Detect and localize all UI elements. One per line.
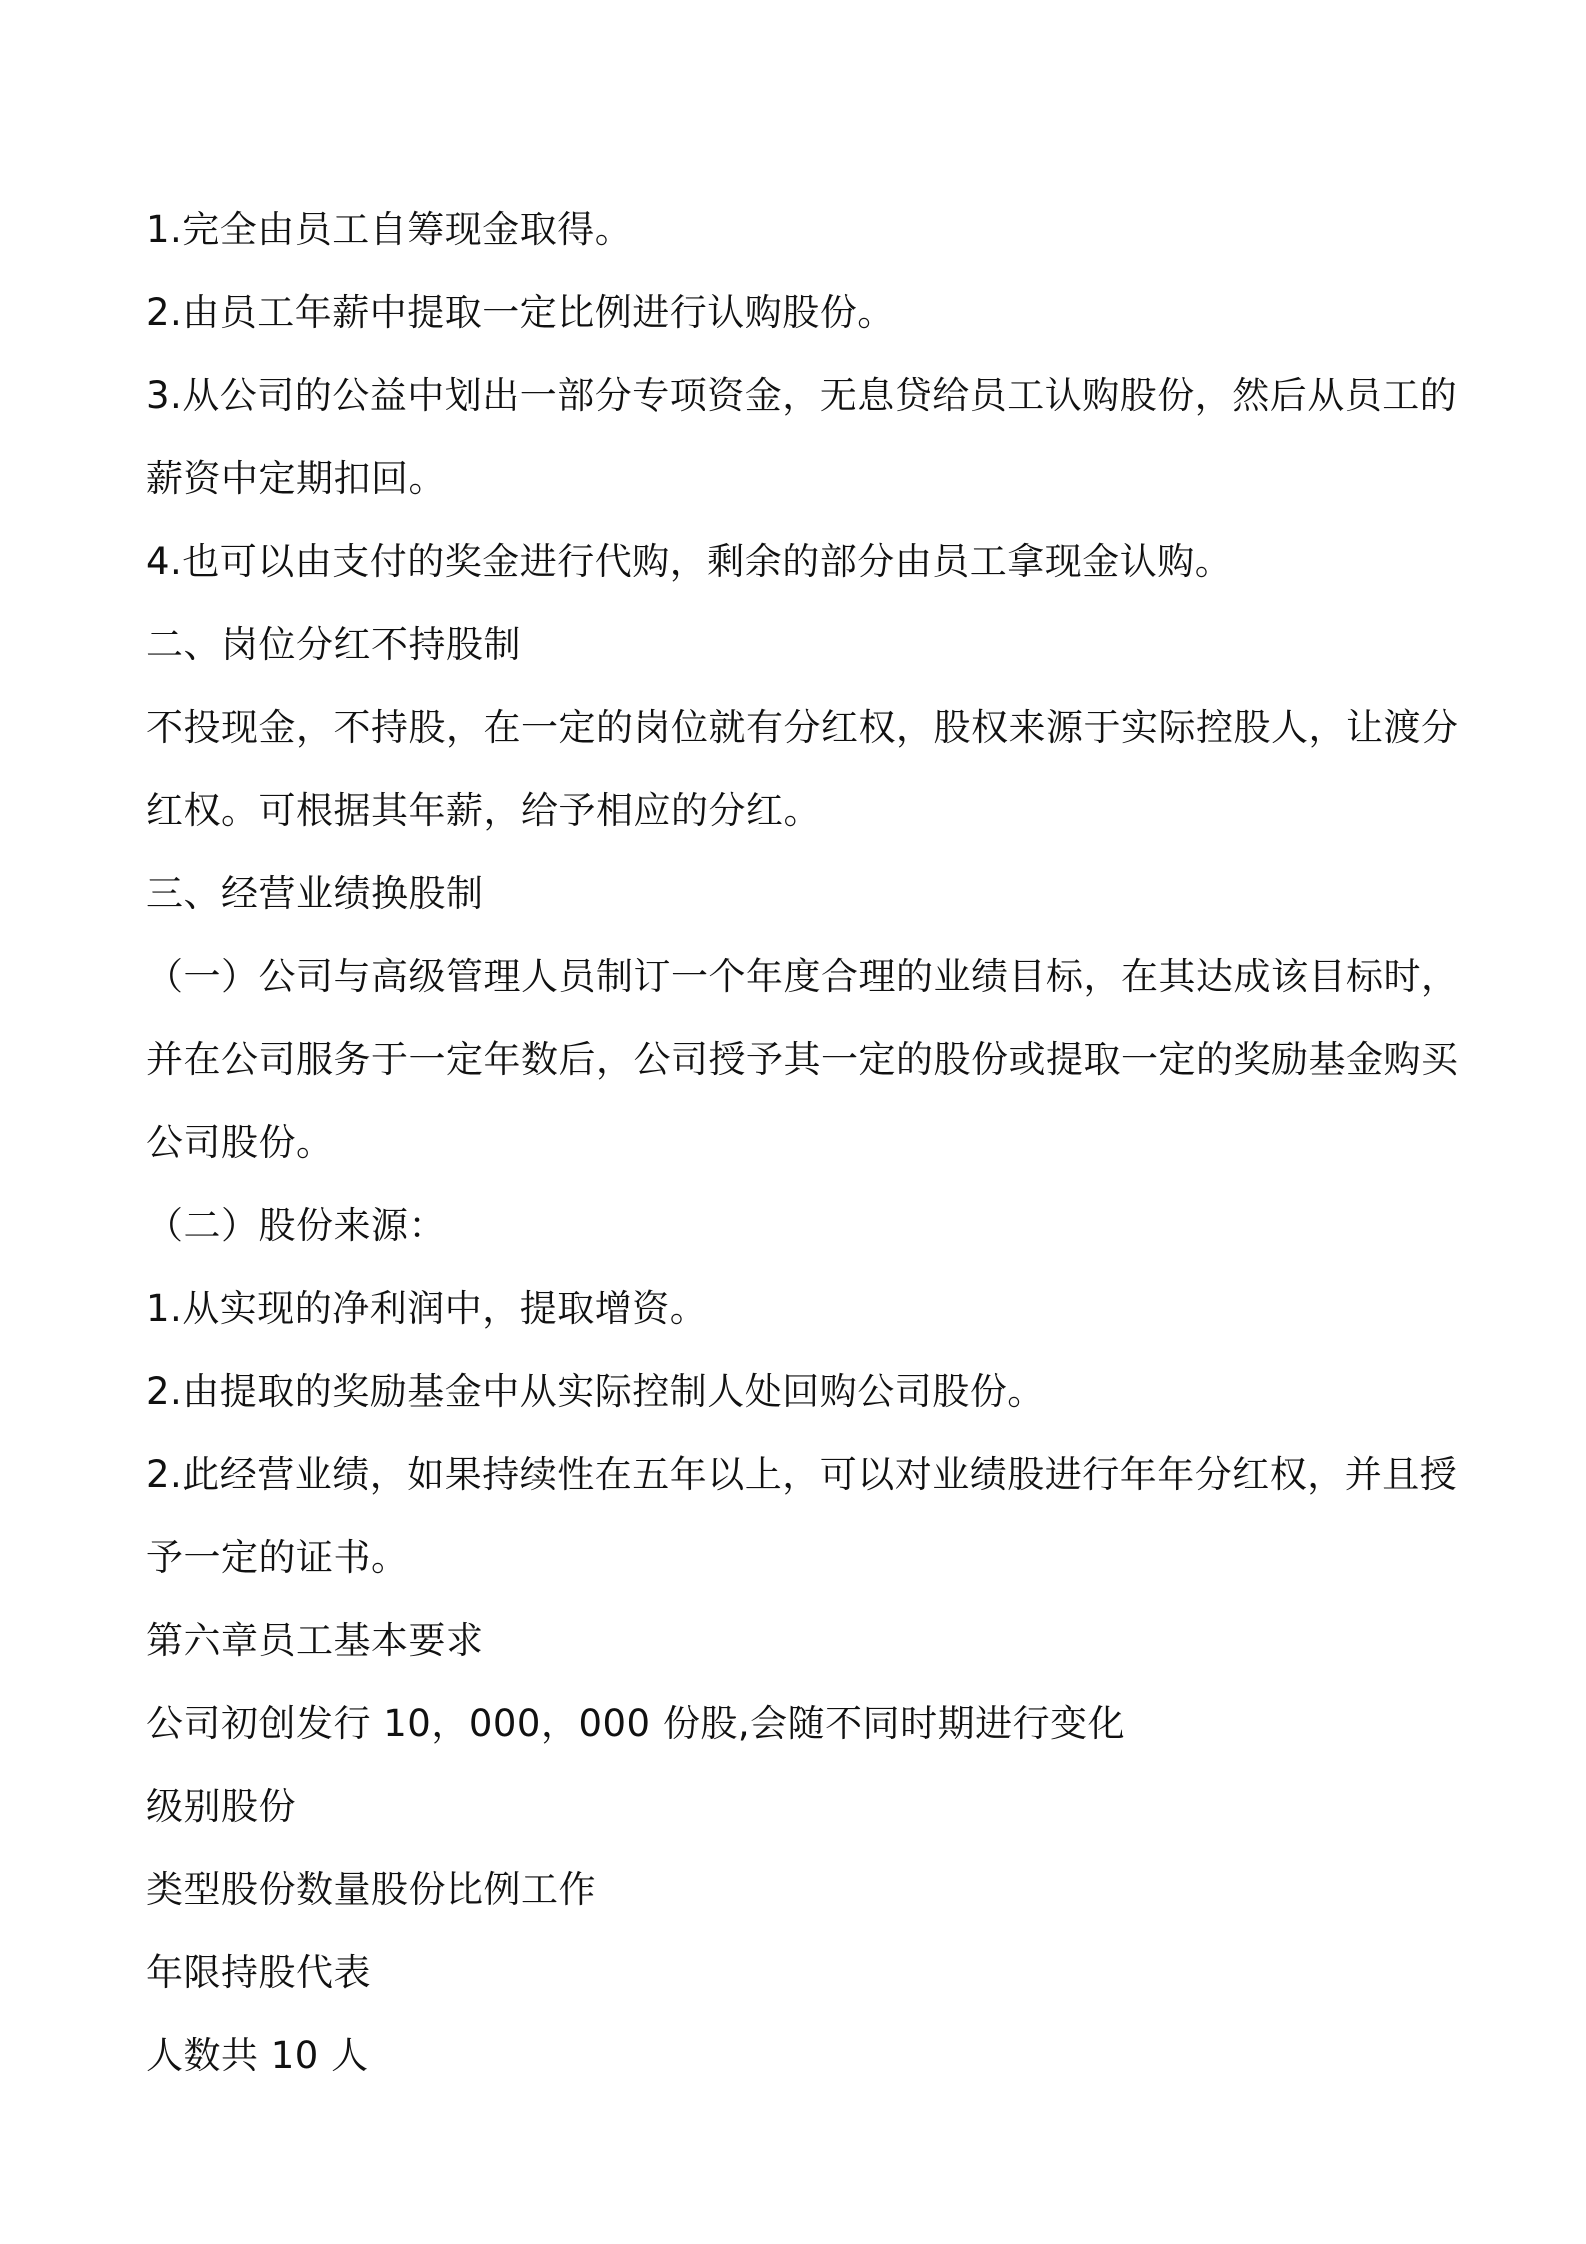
text-line: 并在公司服务于一定年数后，公司授予其一定的股份或提取一定的奖励基金购买 bbox=[146, 1038, 1459, 1081]
text-line: 不投现金，不持股，在一定的岗位就有分红权，股权来源于实际控股人，让渡分 bbox=[146, 706, 1459, 749]
section-heading: 三、经营业绩换股制 bbox=[146, 872, 484, 915]
text-line: 予一定的证书。 bbox=[146, 1536, 409, 1579]
chapter-heading: 第六章员工基本要求 bbox=[146, 1619, 484, 1662]
text-line: 2.由员工年薪中提取一定比例进行认购股份。 bbox=[146, 291, 895, 334]
text-line: 2.此经营业绩，如果持续性在五年以上，可以对业绩股进行年年分红权，并且授 bbox=[146, 1453, 1458, 1496]
text-line: 公司股份。 bbox=[146, 1121, 334, 1164]
text-line: 公司初创发行 10，000，000 份股,会随不同时期进行变化 bbox=[146, 1702, 1126, 1745]
text-line: 1.从实现的净利润中，提取增资。 bbox=[146, 1287, 708, 1330]
text-line: 3.从公司的公益中划出一部分专项资金，无息贷给员工认购股份，然后从员工的 bbox=[146, 374, 1458, 417]
text-line: （一）公司与高级管理人员制订一个年度合理的业绩目标，在其达成该目标时， bbox=[146, 955, 1459, 998]
text-line: 1.完全由员工自筹现金取得。 bbox=[146, 208, 633, 251]
subsection-heading: （二）股份来源： bbox=[146, 1204, 446, 1247]
text-line: 薪资中定期扣回。 bbox=[146, 457, 446, 500]
text-line: 人数共 10 人 bbox=[146, 2034, 369, 2077]
text-line: 红权。可根据其年薪，给予相应的分红。 bbox=[146, 789, 821, 832]
text-line: 4.也可以由支付的奖金进行代购，剩余的部分由员工拿现金认购。 bbox=[146, 540, 1233, 583]
text-line: 2.由提取的奖励基金中从实际控制人处回购公司股份。 bbox=[146, 1370, 1045, 1413]
text-line: 级别股份 bbox=[146, 1785, 296, 1828]
text-line: 类型股份数量股份比例工作 bbox=[146, 1868, 596, 1911]
section-heading: 二、岗位分红不持股制 bbox=[146, 623, 521, 666]
text-line: 年限持股代表 bbox=[146, 1951, 371, 1994]
